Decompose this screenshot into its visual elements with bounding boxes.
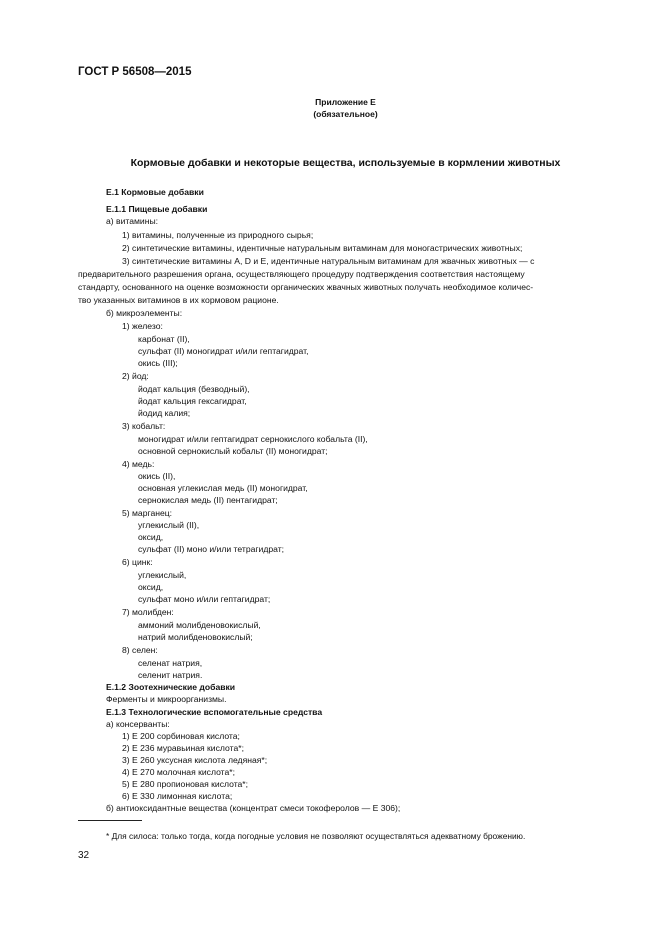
paragraph-line: Ферменты и микроорганизмы. [106,694,227,704]
list-item-a: а) консерванты: [106,719,170,729]
list-item: 2) йод: [122,371,149,381]
appendix-status: (обязательное) [313,109,378,119]
sub-item: основная углекислая медь (II) моногидрат, [138,483,308,493]
sub-item: йодат кальция гексагидрат, [138,396,247,406]
heading-e1-2: Е.1.2 Зоотехнические добавки [106,682,236,692]
list-item: 3) синтетические витамины A, D и E, идентичные натуральным витаминам для жвачных животных — с [122,256,535,266]
footnote: * Для силоса: только тогда, когда погодные условия не позволяют осуществляться адекватному брожению. [106,831,526,841]
sub-item: окись (III); [138,358,178,368]
list-item: 1) витамины, полученные из природного сырья; [122,230,314,240]
footnote-divider [78,820,142,821]
list-item-a: а) витамины: [106,216,159,226]
sub-item: сульфат (II) моногидрат и/или гептагидрат, [138,346,309,356]
heading-e1-1: Е.1.1 Пищевые добавки [106,204,208,214]
sub-item: оксид, [138,532,164,542]
sub-item: сульфат (II) моно и/или тетрагидрат; [138,544,285,554]
list-item: 4) Е 270 молочная кислота*; [122,767,236,777]
sub-item: йодат кальция (безводный), [138,384,250,394]
list-item: 3) Е 260 уксусная кислота ледяная*; [122,755,268,765]
list-item-b: б) микроэлементы: [106,308,183,318]
page-number: 32 [78,850,90,861]
heading-e1-3: Е.1.3 Технологические вспомогательные средства [106,707,323,717]
list-item: 8) селен: [122,645,158,655]
paragraph-line: стандарту, основанного на оценке возможности органических жвачных животных получать необходимое количес- [78,282,534,292]
list-item: 2) Е 236 муравьиная кислота*; [122,743,244,753]
list-item: 1) Е 200 сорбиновая кислота; [122,731,240,741]
sub-item: углекислый (II), [138,520,200,530]
sub-item: селенат натрия, [138,658,203,668]
list-item: 4) медь: [122,459,155,469]
list-item: 6) цинк: [122,557,153,567]
paragraph-line: предварительного разрешения органа, осуществляющего процедуру подтверждения соответствия настоящему [78,269,525,279]
sub-item: основной сернокислый кобальт (II) моногидрат; [138,446,328,456]
list-item-b: б) антиоксидантные вещества (концентрат смеси токоферолов — Е 306); [106,803,401,813]
sub-item: аммоний молибденовокислый, [138,620,261,630]
appendix-label: Приложение Е [315,97,376,107]
sub-item: оксид, [138,582,164,592]
sub-item: селенит натрия. [138,670,203,680]
list-item: 6) Е 330 лимонная кислота; [122,791,233,801]
sub-item: карбонат (II), [138,334,190,344]
sub-item: моногидрат и/или гептагидрат сернокислого кобальта (II), [138,434,368,444]
document-header-code: ГОСТ Р 56508—2015 [78,66,192,78]
sub-item: йодид калия; [138,408,191,418]
section-title: Кормовые добавки и некоторые вещества, используемые в кормлении животных [130,157,561,169]
sub-item: окись (II), [138,471,176,481]
list-item: 5) Е 280 пропионовая кислота*; [122,779,249,789]
heading-e1: Е.1 Кормовые добавки [106,187,204,197]
sub-item: углекислый, [138,570,187,580]
list-item: 5) марганец: [122,508,173,518]
paragraph-line: тво указанных витаминов в их кормовом рационе. [78,295,279,305]
list-item: 7) молибден: [122,607,174,617]
list-item: 1) железо: [122,321,163,331]
sub-item: сульфат моно и/или гептагидрат; [138,594,271,604]
sub-item: сернокислая медь (II) пентагидрат; [138,495,278,505]
list-item: 2) синтетические витамины, идентичные натуральным витаминам для моногастрических животных; [122,243,523,253]
list-item: 3) кобальт: [122,421,166,431]
sub-item: натрий молибденовокислый; [138,632,253,642]
